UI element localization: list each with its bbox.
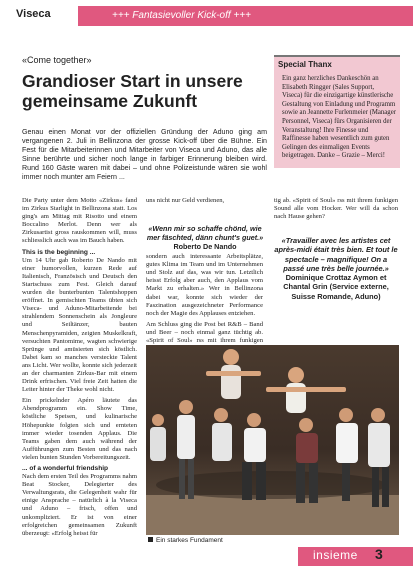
photo-caption-text: Ein starkes Fundament [156,537,223,544]
pull-quote-fr-text: «Travailler avec les artistes cet après-midi était très bien. Et tout le spectacle – magnifique! On a passé une très belle journée.» [274,236,398,273]
pull-quote-de-nando [146,224,264,251]
header-title: +++ Fantasievoller Kick-off +++ [112,10,251,21]
column-1-paragraph-1: Die Party unter dem Motto «Zirkus» fand im Zirkus Starlight in Bellinzona statt. Los ging's am Mittag mit Risotto und einem Boccalino Merlot. Denn wer als Zirkusartist gross rauskommen will, muss schliesslich auch was im Bauch haben. [22,197,137,245]
special-thanx-box [274,55,400,168]
article-column-3 [274,197,398,221]
caption-marker-icon [148,537,153,542]
column-3-paragraph-1: tig ab. «Spirit of Soul» rss mit ihrem funkigen Sound alle vom Hocker. Wer will da schon nach Hause gehen? [274,197,398,221]
page-number: 3 [375,546,383,562]
pull-quote-text: «Wenn mir so schaffe chönd, wie mer fäschted, dänn chunt's guet.» [146,224,264,242]
column-1-paragraph-2: Um 14 Uhr gab Roberto De Nando mit einer humorvollen, kurzen Rede auf Italienisch, Französisch und Deutsch den Startschuss zum Fest. Gleich darauf wurden die bunterbunten Talentshoppen eröffnet. In gemischten Teams übten sich Viseca- und Aduno-Mitarbeitende bei strahlendem Sonnenschein als Jongleure und Seiltänzer, bauten Menschenpyramiden, zeigten Muskelkraft, versuchten Pantomime, wagten schwierige Sprünge und amüsierten sich köstlich. Dabei kam so manches versteckte Talent ans Licht. Wer wollte, konnte sich jederzeit an der charmanten Zirkus-Bar mit einem Drink erfrischen. Viel freie Zeit hatten die Leiter hinter der Theke wohl nicht. [22,256,137,394]
column-2-paragraph-2: sondern auch interessante Arbeitsplätze, gutes Klima im Team und im Unternehmen und Stolz auf das, was wir tun. Letztlich heisst Erfolg aber auch, den Applaus vom Markt zu erhalten.» Wer in Bellinzona dabei war, konnte sich wieder der Faszination ausgezeichneter Performance noch der Magie des Applauses entziehen. [146,253,263,317]
subheading-friendship: ... of a wonderful friendship [22,465,109,472]
column-1-paragraph-3: Ein prickelnder Apéro läutete das Abendprogramm ein. Show Time, köstliche Speisen, und kulinarische Höhepunkte folgten sich und ernteten immer wieder tosenden Applaus. Die Teams gaben dem auch während der Aufführungen zum Besten und das nach vielen bunten Stunden Vorbereitungszeit. [22,397,137,461]
pull-quote-fr-author: Dominique Crottaz Aymon et Chantal Grin (Service externe, Suisse Romande, Aduno) [283,273,389,301]
article-column-1 [22,197,137,538]
column-1-paragraph-4: Nach dem ersten Teil des Programms nahm Beat Stocker, Delegierter des Verwaltungsrats, die Gelegenheit wahr für einige Ansprache – natürlich à la Viseca und Aduno – frisch, offen und unkompliziert. Er ist von einer erfolgreichen gemeinsamen Zukunft überzeugt: «Erfolg heisst für [22,473,137,537]
article-kicker: «Come together» [22,55,92,65]
subheading-beginning: This is the beginning ... [22,248,96,256]
section-label: Viseca [16,8,51,20]
photo-caption [148,537,223,544]
pull-quote-travailler [274,236,398,301]
special-thanx-text: Ein ganz herzliches Dankeschön an Elisabeth Ringger (Sales Support, Viseca) für die einzigartige künstlerische Gestaltung von Einladung und Programm sowie an Jeannette Furlenmeier (Manager Personnel, Viseca) fürs Organisieren der Veranstaltung! Ihre Finesse und Raffinesse haben wesentlich zum guten Gelingen des einmaligen Events beigetragen. Danke – Grazie – Merci! [282,75,396,160]
column-2-paragraph-3: Am Schluss ging die Post bei R&B – Band und Beer – noch einmal ganz tüchtig ab. «Spirit of Soul» rss mit ihrem funkigen [146,320,263,345]
article-lead: Genau einen Monat vor der offiziellen Gründung der Aduno ging am vergangenen 2. Juli in Bellinzona der grosse Kick-off über die Bühne. Ein Fest für die Mitarbeiterinnen und Mitarbeiter von Viseca und Aduno, das alle Sinne berührte und sicher noch lange in farbiger Erinnerung bleiben wird. Rund 160 Gäste waren mit dabei – und ohne Polizeistunde wären sie wohl immer noch munter am Feiern ... [22,128,267,182]
column-2-paragraph-1: uns nicht nur Geld verdienen, [146,197,225,204]
article-column-2 [146,197,263,361]
special-thanx-title: Special Thanx [278,60,332,69]
article-headline: Grandioser Start in unsere gemeinsame Zukunft [22,71,243,111]
pull-quote-author: Roberto De Nando [173,242,237,251]
group-photo [146,345,399,535]
footer-brand: insieme [313,548,358,562]
